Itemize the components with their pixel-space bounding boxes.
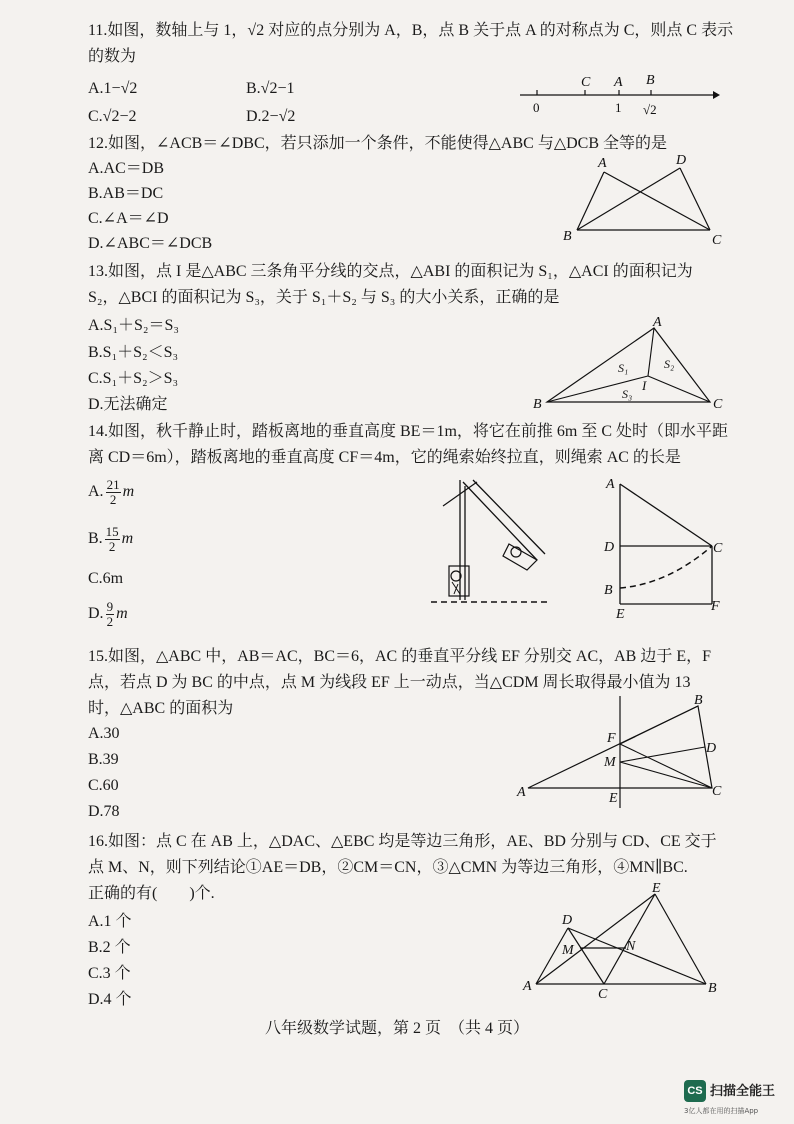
q13-label-s3: S₃ [622,387,633,401]
q15-stem-line3: 时，△ABC 的面积为 [88,700,234,717]
q14-option-d-denominator: 2 [106,614,114,629]
q13-label-i: I [642,378,647,393]
q16-stem-line2: 点 M、N，则下列结论①AE＝DB，②CM＝CN，③△CMN 为等边三角形，④MN∥BC. [88,859,688,876]
q13-option-c: C.S₁＋S₂＞S₃ [88,370,179,387]
q15-option-b: B.39 [88,751,119,768]
q16-label-c: C [598,987,608,1000]
q15-option-c: C.60 [88,777,119,794]
q12-option-d: D.∠ABC＝∠DCB [88,235,213,252]
q14-option-b-prefix: B. [88,530,103,548]
q14-option-d-numerator: 9 [106,599,114,614]
q16-option-a: A.1 个 [88,913,132,930]
q11-label-a: A [614,75,623,90]
q11-label-b: B [646,73,655,88]
q13-option-a: A.S₁＋S₂＝S₃ [88,317,179,334]
q16-label-d: D [562,913,573,928]
q13-option-d: D.无法确定 [88,396,168,413]
q15-label-e: E [609,791,618,806]
q13-label-b: B [533,397,542,412]
q14-option-b-unit: m [121,530,134,548]
q14-option-a-fraction [106,478,121,507]
q16-label-n: N [626,939,636,954]
q16-option-d: D.4 个 [88,991,132,1008]
q14-label-c: C [713,541,723,556]
q16-label-e: E [652,881,661,896]
q14-geometry-figure [598,472,728,622]
q13-label-s2: S₂ [664,357,675,371]
q16-stem-line1: 16.如图：点 C 在 AB 上，△DAC、△EBC 均是等边三角形，AE、BD 分别与 CD、CE 交于 [88,833,717,850]
camscanner-logo-icon: CS [684,1080,706,1102]
q15-label-c: C [712,784,722,799]
q13-stem-line2: S₂，△BCI 的面积记为 S₃，关于 S₁＋S₂ 与 S₃ 的大小关系，正确的是 [88,289,560,306]
q14-swing-illustration [425,472,555,612]
q15-option-d: D.78 [88,803,120,820]
q15-perpendicular-bisector-figure [512,692,730,812]
q16-option-c: C.3 个 [88,965,131,982]
q12-label-b: B [563,229,572,244]
q11-label-c: C [581,75,591,90]
q14-option-d-unit: m [116,605,128,623]
q14-option-b [88,525,133,554]
q15-stem-line2: 点，若点 D 为 BC 的中点，点 M 为线段 EF 上一动点，当△CDM 周长取得最小值为 13 [88,674,691,691]
q12-label-c: C [712,233,722,247]
q14-option-d-fraction [106,600,115,629]
q16-equilateral-triangles-figure [520,878,725,1000]
q11-number-line-figure [515,70,720,120]
camscanner-name: 扫描全能王 [710,1084,776,1099]
q14-label-b: B [604,583,613,598]
q13-stem-line1: 13.如图，点 I 是△ABC 三条角平分线的交点，△ABI 的面积记为 S₁，△ACI 的面积记为 [88,263,693,280]
q14-label-d: D [604,540,615,555]
q11-option-b: B.√2−1 [246,80,295,97]
q15-label-f: F [607,731,616,746]
q12-triangles-figure [560,152,735,247]
q11-tick-sqrt2: √2 [643,102,657,117]
q14-option-c: C.6m [88,570,124,587]
q13-label-s1: S₁ [618,361,629,375]
q14-option-d [88,600,128,629]
q16-label-a: A [523,979,532,994]
q11-option-c: C.√2−2 [88,108,137,125]
q16-stem-line3: 正确的有( )个. [88,885,215,902]
q14-label-a: A [606,477,615,492]
q15-label-a: A [517,785,526,800]
q14-option-a-numerator: 21 [106,477,120,492]
q16-label-b: B [708,981,717,996]
q13-triangle-incenter-figure [530,310,730,412]
q15-label-d: D [706,741,717,756]
q14-label-e: E [616,607,625,622]
q13-label-a: A [653,315,662,330]
q12-option-b: B.AB＝DC [88,185,164,202]
q14-stem-line1: 14.如图，秋千静止时，踏板离地的垂直高度 BE＝1m，将它在前推 6m 至 C 处时（即水平距 [88,423,729,440]
q14-option-a-denominator: 2 [109,492,117,507]
q15-label-m: M [604,755,616,770]
q11-option-a: A.1−√2 [88,80,138,97]
q12-option-a: A.AC＝DB [88,160,165,177]
q14-option-a [88,478,134,507]
q14-option-a-prefix: A. [88,483,104,501]
q12-label-a: A [598,156,607,171]
q15-label-b: B [694,693,703,708]
q15-option-a: A.30 [88,725,120,742]
camscanner-tagline: 3亿人都在用的扫描App [684,1107,759,1115]
q14-option-d-prefix: D. [88,605,104,623]
q13-option-b: B.S₁＋S₂＜S₃ [88,344,179,361]
q13-label-c: C [713,397,723,412]
q12-option-c: C.∠A＝∠D [88,210,169,227]
q11-stem-line1: 11.如图，数轴上与 1，√2 对应的点分别为 A，B，点 B 关于点 A 的对称点为 C，则点 C 表示 [88,22,734,39]
q11-stem-line2: 的数为 [88,48,137,65]
q16-label-m: M [562,943,574,958]
q11-tick-0: 0 [533,100,540,115]
q11-tick-1: 1 [615,100,622,115]
q15-stem-line1: 15.如图，△ABC 中，AB＝AC，BC＝6，AC 的垂直平分线 EF 分别交 AC，AB 边于 E，F [88,648,712,665]
q12-stem-line1: 12.如图，∠ACB＝∠DBC，若只添加一个条件，不能使得△ABC 与△DCB 全等的是 [88,135,668,152]
q14-stem-line2: 离 CD＝6m），踏板离地的垂直高度 CF＝4m，它的绳索始终拉直，则绳索 AC 的长是 [88,449,681,466]
q14-option-b-fraction [105,525,120,554]
q14-option-b-denominator: 2 [108,539,116,554]
q11-option-d: D.2−√2 [246,108,296,125]
q14-option-a-unit: m [122,483,135,501]
page-footer: 八年级数学试题，第 2 页 （共 4 页） [264,1020,529,1037]
q12-label-d: D [676,153,687,168]
q16-option-b: B.2 个 [88,939,131,956]
q14-label-f: F [711,599,720,614]
q14-option-b-numerator: 15 [105,524,119,539]
